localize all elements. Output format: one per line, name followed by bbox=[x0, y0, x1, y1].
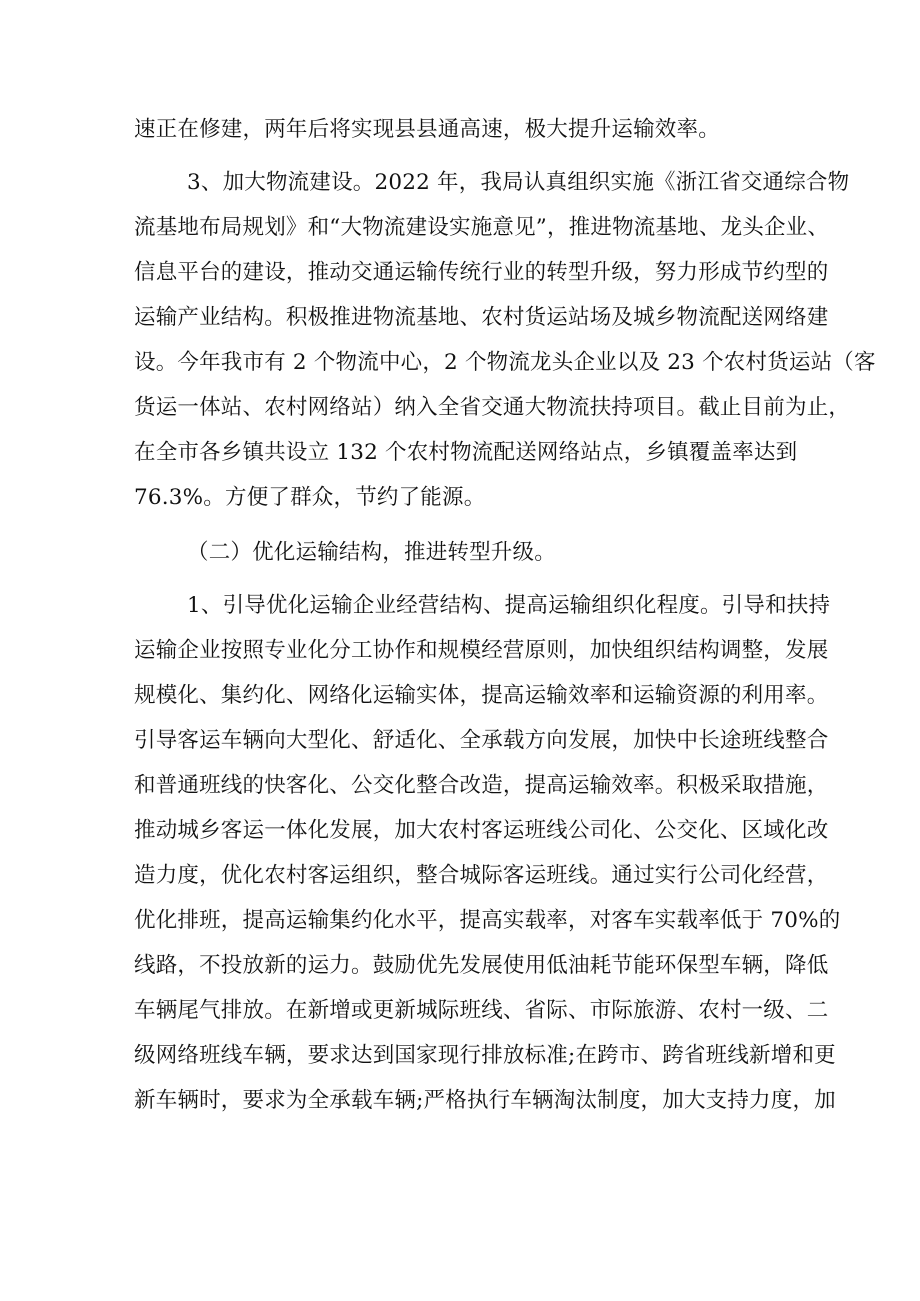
text-line: 1、引导优化运输企业经营结构、提高运输组织化程度。引导和扶持 bbox=[187, 593, 831, 618]
text-line: 推动城乡客运一体化发展，加大农村客运班线公司化、公交化、区域化改 bbox=[134, 818, 829, 843]
text-line: 货运一体站、农村网络站）纳入全省交通大物流扶持项目。截止目前为止， bbox=[134, 395, 851, 420]
text-line: 造力度，优化农村客运组织，整合城际客运班线。通过实行公司化经营， bbox=[134, 863, 829, 888]
text-line: 速正在修建，两年后将实现县县通高速，极大提升运输效率。 bbox=[134, 117, 720, 142]
text-line: 线路，不投放新的运力。鼓励优先发展使用低油耗节能环保型车辆，降低 bbox=[134, 953, 829, 978]
section-heading: （二）优化运输结构，推进转型升级。 bbox=[187, 540, 556, 565]
text-line: 优化排班，提高运输集约化水平，提高实载率，对客车实载率低于 70%的 bbox=[134, 908, 841, 933]
text-line: 设。今年我市有 2 个物流中心，2 个物流龙头企业以及 23 个农村货运站（客 bbox=[134, 350, 876, 375]
text-line: 在全市各乡镇共设立 132 个农村物流配送网络站点，乡镇覆盖率达到 bbox=[134, 440, 798, 465]
text-line: 引导客运车辆向大型化、舒适化、全承载方向发展，加快中长途班线整合 bbox=[134, 728, 829, 753]
text-line: 运输企业按照专业化分工协作和规模经营原则，加快组织结构调整，发展 bbox=[134, 638, 829, 663]
text-line: 76.3%。方便了群众，节约了能源。 bbox=[134, 485, 486, 510]
text-line: 流基地布局规划》和“大物流建设实施意见”，推进物流基地、龙头企业、 bbox=[134, 215, 830, 240]
text-line: 规模化、集约化、网络化运输实体，提高运输效率和运输资源的利用率。 bbox=[134, 683, 829, 708]
text-line: 3、加大物流建设。2022 年，我局认真组织实施《浙江省交通综合物 bbox=[187, 170, 850, 195]
text-line: 运输产业结构。积极推进物流基地、农村货运站场及城乡物流配送网络建 bbox=[134, 305, 829, 330]
text-line: 级网络班线车辆，要求达到国家现行排放标准;在跨市、跨省班线新增和更 bbox=[134, 1043, 836, 1068]
text-line: 新车辆时，要求为全承载车辆;严格执行车辆淘汰制度，加大支持力度，加 bbox=[134, 1088, 836, 1113]
text-line: 信息平台的建设，推动交通运输传统行业的转型升级，努力形成节约型的 bbox=[134, 260, 829, 285]
text-line: 车辆尾气排放。在新增或更新城际班线、省际、市际旅游、农村一级、二 bbox=[134, 998, 829, 1023]
text-line: 和普通班线的快客化、公交化整合改造，提高运输效率。积极采取措施， bbox=[134, 773, 829, 798]
